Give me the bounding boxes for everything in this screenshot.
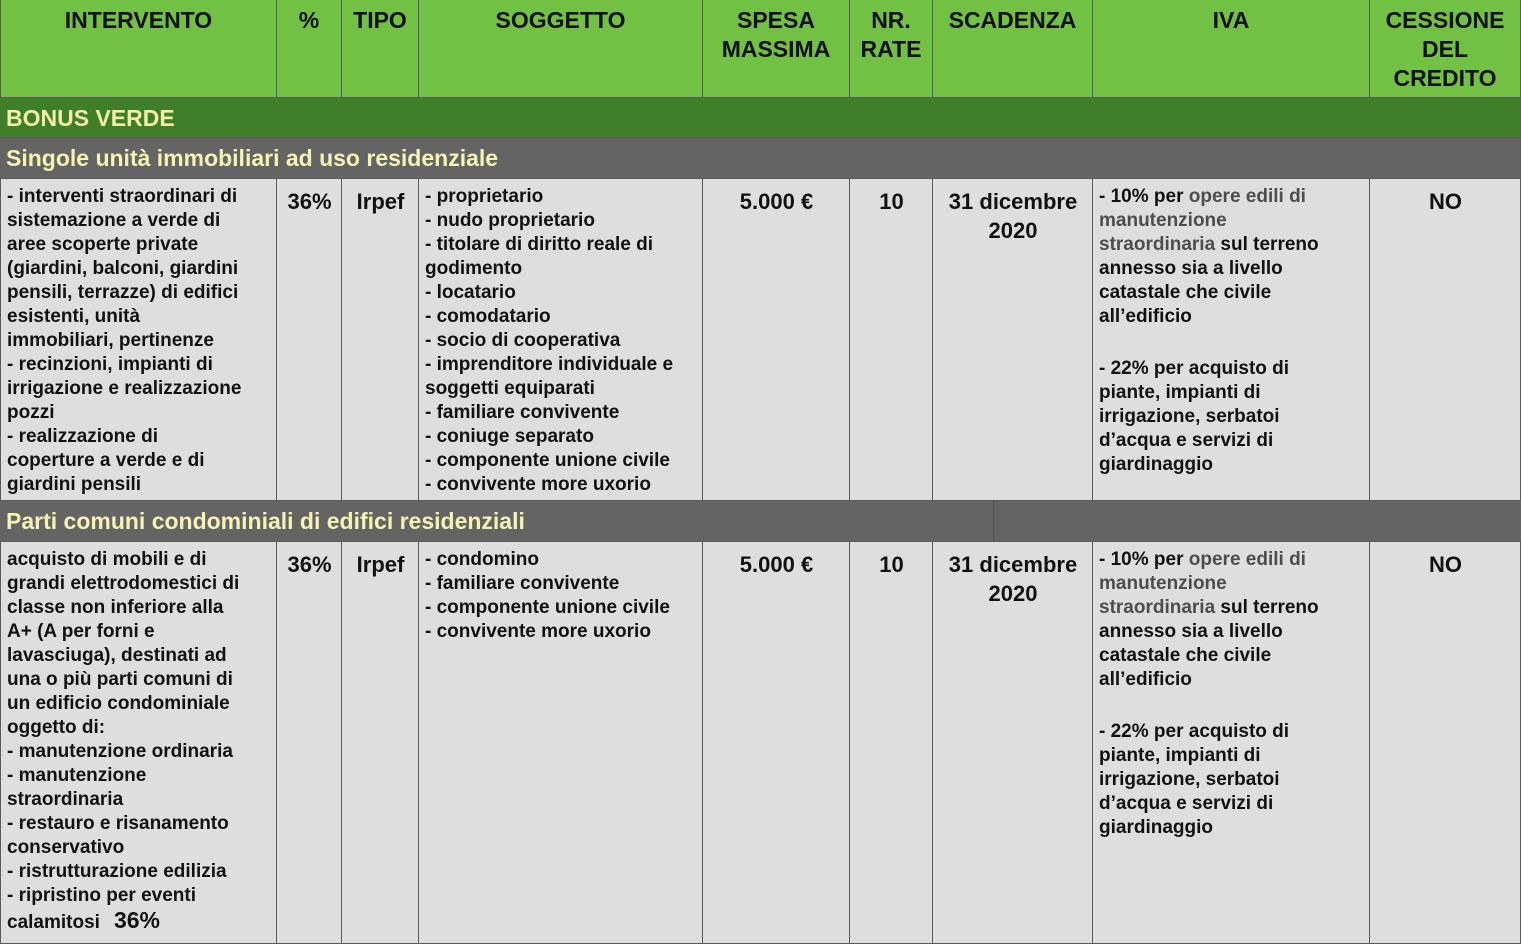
row2-iva-grey: opere edili di [1188,549,1306,570]
row1-intervento-line: aree scoperte private [7,234,199,255]
row1-rate [850,179,933,501]
row1-intervento-line: - recinzioni, impianti di [7,354,213,375]
row1-intervento-line: sistemazione a verde di [7,210,221,231]
row2-soggetto-line: - familiare convivente [425,573,620,594]
header-scadenza [933,0,1093,98]
subheader-title: Singole unità immobiliari ad uso residenziale [6,145,499,171]
row1-soggetto-line: - comodatario [425,306,551,327]
row1-iva-text: irrigazione, serbatoi [1099,406,1280,427]
row1-iva-text: piante, impianti di [1099,382,1261,403]
row1-iva-prefix: - 10% per [1099,186,1189,207]
row1-soggetto-line: - familiare convivente [425,402,620,423]
row2-soggetto [419,542,703,944]
row1-iva-grey: opere edili di [1188,186,1306,207]
row2-scadenza-line1: 31 dicembre [948,552,1078,577]
header-spesa-line2: MASSIMA [721,36,831,62]
row1-soggetto-line: soggetti equiparati [425,378,595,399]
row2-percent [277,542,342,944]
header-nr-rate [850,0,933,98]
row1-cessione-value: NO [1429,189,1462,214]
row1-intervento-line: - realizzazione di [7,426,158,447]
row1-iva-text: catastale che civile [1099,282,1272,303]
row2-intervento-line: calamitosi [7,912,100,933]
row1-iva-grey: straordinaria [1099,234,1216,255]
row2-iva-text: - 22% per acquisto di [1099,721,1290,742]
row1-intervento-line: pozzi [7,402,55,423]
header-percent [277,0,342,98]
row1-iva-text: annesso sia a livello [1099,258,1283,279]
row1-soggetto-line: - convivente more uxorio [425,474,651,495]
row2-intervento-line: straordinaria [7,789,124,810]
row2-intervento-line: grandi elettrodomestici di [7,573,240,594]
row2-iva-text: irrigazione, serbatoi [1099,769,1280,790]
section-bonus-verde [0,98,1521,138]
row2-iva-text: piante, impianti di [1099,745,1261,766]
row1-rate-value: 10 [879,189,904,214]
row1-intervento-line: pensili, terrazze) di edifici [7,282,239,303]
header-tipo [342,0,419,98]
subheader-divider [993,501,994,541]
row1-soggetto-line: - socio di cooperativa [425,330,621,351]
row1-soggetto [419,179,703,501]
row2-intervento-line: - restauro e risanamento [7,813,229,834]
row1-iva-text: all’edificio [1099,306,1192,327]
row2-iva-text: catastale che civile [1099,645,1272,666]
row2-tipo-value: Irpef [356,552,405,577]
row1-scadenza [933,179,1093,501]
subheader-parti-comuni [0,501,1521,542]
row2-intervento-line: lavasciuga), destinati ad [7,645,227,666]
header-percent-label: % [298,7,320,33]
row2-iva-text: sul terreno [1215,597,1319,618]
subheader-singole-unita [0,138,1521,179]
row2-scadenza [933,542,1093,944]
row1-spesa [703,179,850,501]
row2-rate [850,542,933,944]
row1-iva-text: sul terreno [1215,234,1319,255]
row1-soggetto-line: - componente unione civile [425,450,670,471]
row2-intervento-line: una o più parti comuni di [7,669,233,690]
header-intervento-label: INTERVENTO [64,7,213,33]
row1-intervento-line: irrigazione e realizzazione [7,378,242,399]
header-cessione-credito [1370,0,1521,98]
row2-iva-grey: manutenzione [1099,573,1227,594]
row2-tipo [342,542,419,944]
row1-tipo [342,179,419,501]
row1-intervento-line: (giardini, balconi, giardini [7,258,239,279]
subheader-title: Parti comuni condominiali di edifici residenziali [6,508,525,534]
row1-tipo-value: Irpef [356,189,405,214]
row2-scadenza-line2: 2020 [988,581,1038,606]
header-soggetto [419,0,703,98]
header-spesa-massima [703,0,850,98]
section-title: BONUS VERDE [6,105,175,131]
row2-intervento-line: conservativo [7,837,125,858]
row2-intervento-line: - ristrutturazione edilizia [7,861,227,882]
row1-soggetto-line: - proprietario [425,186,544,207]
row1-intervento-line: giardini pensili [7,474,142,495]
row2-cessione-value: NO [1429,552,1462,577]
row1-iva-text: d’acqua e servizi di [1099,430,1274,451]
header-soggetto-label: SOGGETTO [495,7,626,33]
row1-scadenza-line2: 2020 [988,218,1038,243]
row2-spesa [703,542,850,944]
row1-spesa-value: 5.000 € [739,189,814,214]
row1-intervento [0,179,277,501]
row2-percent-value: 36% [287,552,332,577]
row1-soggetto-line: - coniuge separato [425,426,594,447]
row2-intervento-line: A+ (A per forni e [7,621,155,642]
row2-iva-text: d’acqua e servizi di [1099,793,1274,814]
row1-iva-text: - 22% per acquisto di [1099,358,1290,379]
row1-iva-grey: manutenzione [1099,210,1227,231]
row2-soggetto-line: - convivente more uxorio [425,621,651,642]
header-tipo-label: TIPO [353,7,407,33]
row1-soggetto-line: - nudo proprietario [425,210,595,231]
row1-intervento-line: esistenti, unità [7,306,141,327]
row1-soggetto-line: - titolare di diritto reale di [425,234,654,255]
header-cessione-line2: DEL [1422,36,1468,62]
row2-intervento-line: acquisto di mobili e di [7,549,207,570]
row1-soggetto-line: - locatario [425,282,516,303]
header-iva-label: IVA [1212,7,1250,33]
row2-iva-grey: straordinaria [1099,597,1216,618]
row2-iva [1093,542,1370,944]
header-intervento [0,0,277,98]
row1-percent-value: 36% [287,189,332,214]
row1-intervento-line: coperture a verde e di [7,450,205,471]
row1-soggetto-line: - imprenditore individuale e [425,354,674,375]
row2-intervento-line: - manutenzione [7,765,147,786]
row2-intervento-line: oggetto di: [7,717,106,738]
row2-rate-value: 10 [879,552,904,577]
row2-spesa-value: 5.000 € [739,552,814,577]
row1-scadenza-line1: 31 dicembre [948,189,1078,214]
row2-soggetto-line: - condomino [425,549,539,570]
header-scadenza-label: SCADENZA [948,7,1077,33]
row1-iva [1093,179,1370,501]
row2-intervento-line: - manutenzione ordinaria [7,741,233,762]
row1-iva-text: giardinaggio [1099,454,1213,475]
row1-intervento-line: immobiliari, pertinenze [7,330,214,351]
row2-intervento-line: - ripristino per eventi [7,885,196,906]
row2-intervento-percent: 36% [113,907,160,933]
row1-percent [277,179,342,501]
header-cessione-line3: CREDITO [1393,65,1497,91]
row2-iva-text: giardinaggio [1099,817,1213,838]
row2-intervento-line: un edificio condominiale [7,693,230,714]
header-cessione-line1: CESSIONE [1385,7,1505,33]
row1-cessione [1370,179,1521,501]
row2-iva-text: all’edificio [1099,669,1192,690]
row2-iva-prefix: - 10% per [1099,549,1189,570]
row1-intervento-line: - interventi straordinari di [7,186,238,207]
row2-intervento-line: classe non inferiore alla [7,597,224,618]
header-iva [1093,0,1370,98]
row2-intervento [0,542,277,944]
header-rate-line2: RATE [860,36,922,62]
row2-soggetto-line: - componente unione civile [425,597,670,618]
row2-iva-text: annesso sia a livello [1099,621,1283,642]
row2-cessione [1370,542,1521,944]
row1-soggetto-line: godimento [425,258,523,279]
header-spesa-line1: SPESA [737,7,815,33]
header-rate-line1: NR. [871,7,911,33]
